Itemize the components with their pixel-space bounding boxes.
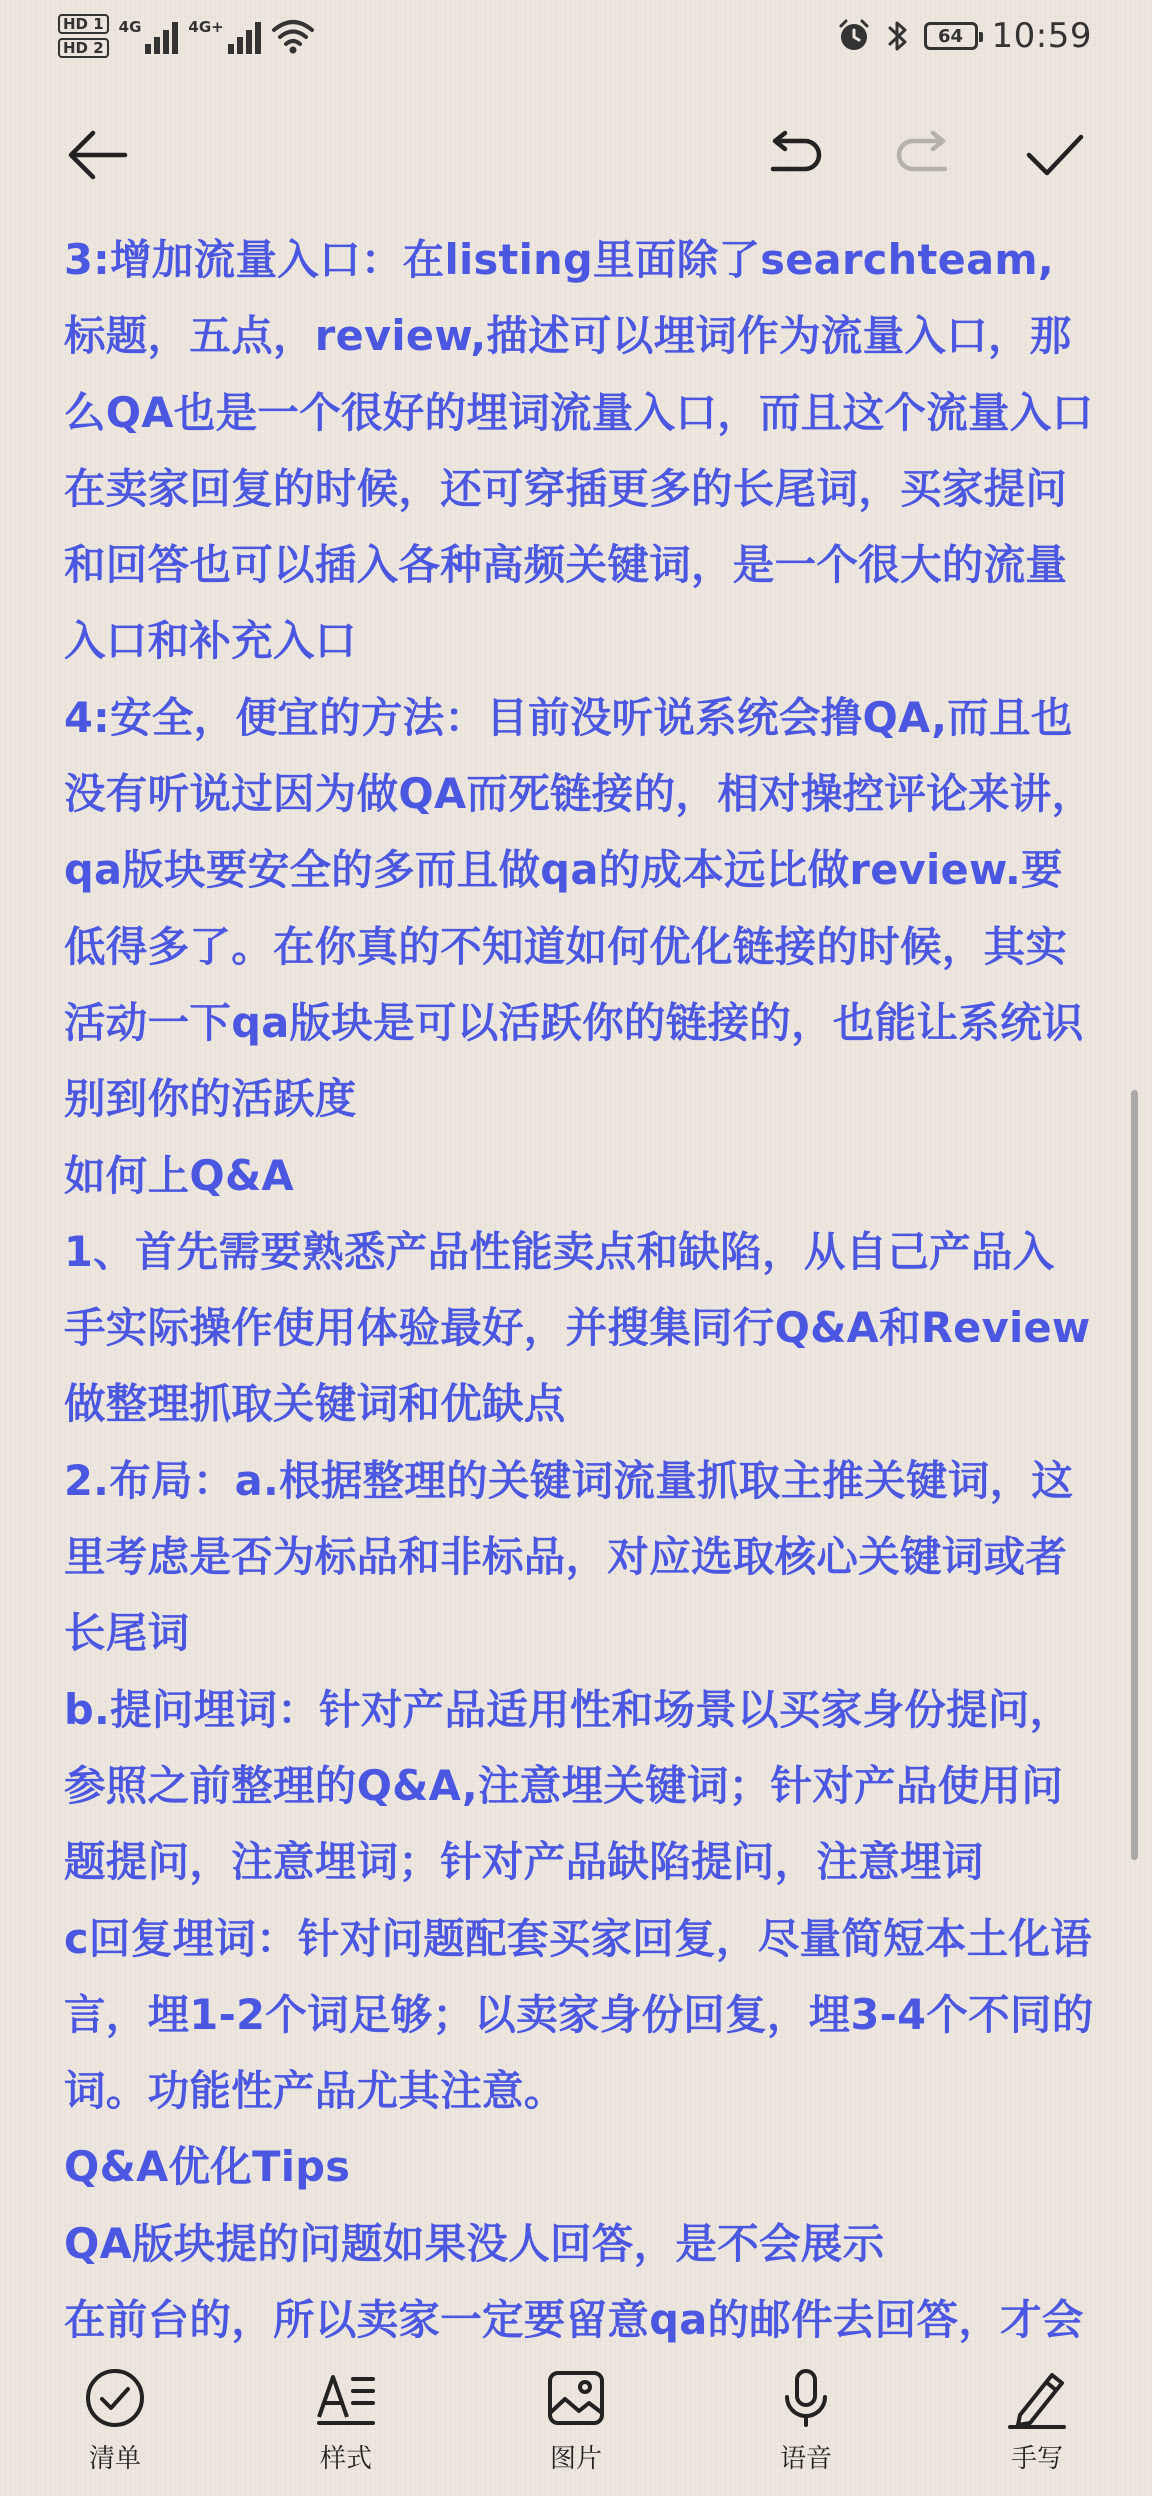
note-paragraph[interactable]: 2.布局：a.根据整理的关键词流量抓取主推关键词，这里考虑是否为标品和非标品，对应选取核心关键词或者长尾词 [64, 1455, 1074, 1658]
sim2-network-label: 4G+ [188, 18, 224, 36]
back-arrow-icon [65, 129, 129, 181]
image-label: 图片 [549, 2444, 602, 2474]
note-paragraph[interactable]: 在前台的，所以卖家一定要留意qa的邮件去回答，才会 [64, 2295, 1084, 2345]
note-paragraph[interactable]: 4:安全，便宜的方法：目前没听说系统会撸QA,而且也没有听说过因为做QA而死链接的，相对操控评论来讲，qa版块要安全的多而且做qa的成本远比做review.要低得多了。在你真的不知道如何优化链接的时候，其实活动一下qa版块是可以活跃你的链接的，也能让系统识别到你的活跃度 [64, 692, 1094, 1124]
note-heading[interactable]: Q&A优化Tips [64, 2142, 351, 2192]
undo-button[interactable] [750, 110, 840, 200]
voice-label: 语音 [779, 2444, 832, 2474]
alarm-icon [836, 18, 872, 54]
note-paragraph[interactable]: 3:增加流量入口：在listing里面除了searchteam,标题，五点，review,描述可以埋词作为流量入口，那么QA也是一个很好的埋词流量入口，而且这个流量入口在卖家回复的时候，还可穿插更多的长尾词，买家提问和回答也可以插入各种高频关键词，是一个很大的流量入口和补充入口 [64, 235, 1094, 666]
wifi-icon [271, 18, 315, 54]
checklist-icon [84, 2367, 146, 2429]
style-button[interactable] [276, 2366, 416, 2475]
pen-icon [1006, 2367, 1068, 2429]
note-heading[interactable]: 如何上Q&A [64, 1150, 294, 1200]
checkmark-icon [1025, 131, 1085, 179]
sim2-label: HD 2 [58, 38, 109, 58]
battery-icon [924, 22, 978, 50]
editor-toolbar [0, 110, 1152, 200]
note-paragraph[interactable]: c回复埋词：针对问题配套买家回复，尽量简短本土化语言，埋1-2个词足够；以卖家身份回复，埋3-4个不同的词。功能性产品尤其注意。 [64, 1913, 1094, 2116]
battery-level: 64 [937, 25, 964, 47]
sim1-label: HD 1 [58, 14, 109, 34]
note-paragraph[interactable]: b.提问埋词：针对产品适用性和场景以买家身份提问，参照之前整理的Q&A,注意埋关键词；针对产品使用问题提问，注意埋词；针对产品缺陷提问，注意埋词 [64, 1684, 1072, 1887]
handwriting-button[interactable] [967, 2366, 1107, 2475]
scrollbar-thumb[interactable] [1131, 1090, 1138, 1860]
status-clock: 10:59 [991, 16, 1092, 56]
note-paragraph[interactable]: QA版块提的问题如果没人回答，是不会展示 [64, 2218, 885, 2268]
status-bar [0, 0, 1152, 80]
status-right [836, 16, 1092, 56]
sim-labels [58, 14, 109, 58]
image-icon [545, 2367, 607, 2429]
signal-bars-icon [228, 20, 261, 54]
bottom-toolbar [0, 2336, 1152, 2496]
confirm-button[interactable] [1010, 110, 1100, 200]
style-label: 样式 [319, 2444, 372, 2474]
undo-icon [763, 131, 827, 179]
redo-icon [891, 131, 955, 179]
note-content[interactable] [64, 222, 1094, 2345]
image-button[interactable] [506, 2366, 646, 2475]
microphone-icon [775, 2367, 837, 2429]
voice-button[interactable] [736, 2366, 876, 2475]
checklist-label: 清单 [88, 2444, 141, 2474]
handwriting-label: 手写 [1010, 2444, 1063, 2474]
sim2-signal [188, 18, 260, 54]
status-left [58, 14, 315, 58]
back-button[interactable] [52, 110, 142, 200]
signal-bars-icon [145, 20, 178, 54]
sim1-network-label: 4G [118, 18, 142, 36]
sim1-signal [119, 18, 179, 54]
checklist-button[interactable] [45, 2366, 185, 2475]
text-style-icon [315, 2367, 377, 2429]
redo-button[interactable] [878, 110, 968, 200]
bluetooth-icon [886, 18, 910, 54]
note-paragraph[interactable]: 1、首先需要熟悉产品性能卖点和缺陷，从自己产品入手实际操作使用体验最好，并搜集同行Q&A和Review做整理抓取关键词和优缺点 [64, 1226, 1091, 1429]
